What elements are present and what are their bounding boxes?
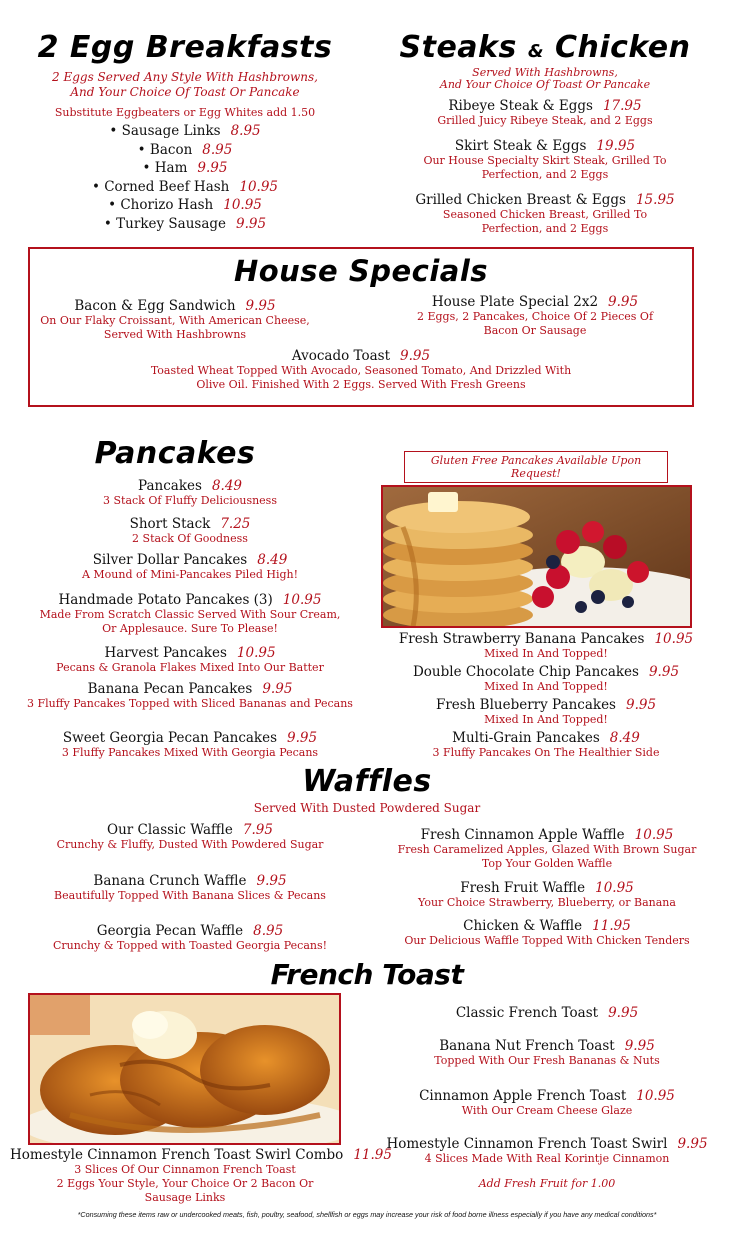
pancake-stack-photo [381, 485, 692, 628]
pancake-item [381, 730, 711, 760]
house-item [40, 298, 310, 342]
item-price: 9.95 [624, 1038, 655, 1054]
item-name: Fresh Cinnamon Apple Waffle [420, 827, 625, 843]
item-name: Banana Nut French Toast [439, 1038, 615, 1054]
item-desc: Bacon Or Sausage [483, 324, 587, 337]
item-desc: Crunchy & Topped with Toasted Georgia Pecans! [52, 939, 328, 952]
item-name: Fresh Blueberry Pancakes [435, 697, 616, 713]
item-price: 15.95 [635, 192, 675, 208]
item-price: 8.49 [609, 730, 640, 746]
item-desc: Seasoned Chicken Breast, Grilled To [442, 208, 648, 221]
item-price: 9.95 [236, 215, 267, 232]
pancakes-title: Pancakes [94, 436, 256, 471]
item-name: Bacon & Egg Sandwich [74, 298, 236, 314]
pancake-item [381, 697, 711, 727]
item-price: 8.95 [253, 923, 284, 939]
item-price: 8.95 [230, 123, 261, 139]
french-toast-item [372, 1005, 722, 1021]
menu-item [20, 142, 350, 161]
french-toast-title: French Toast [270, 958, 464, 991]
waffle-item [20, 822, 360, 852]
item-price: 7.95 [242, 822, 273, 838]
item-name: • Bacon [137, 141, 193, 158]
item-desc: 2 Eggs Your Style, Your Choice Or 2 Bacon Or [56, 1177, 314, 1190]
item-desc: Served With Hashbrowns [103, 328, 247, 341]
waffle-item [372, 918, 722, 948]
item-desc: Mixed In And Topped! [484, 680, 608, 693]
waffle-item [20, 873, 360, 903]
pancake-item [381, 631, 711, 661]
item-price: 9.95 [262, 681, 293, 697]
item-price: 9.95 [256, 873, 287, 889]
item-name: Short Stack [129, 516, 211, 532]
steaks-subtitle-1: Served With Hashbrowns, [472, 66, 618, 79]
gluten-free-note: Gluten Free Pancakes Available Upon Request! [404, 451, 668, 483]
item-name: Sweet Georgia Pecan Pancakes [62, 730, 278, 746]
item-name: Cinnamon Apple French Toast [419, 1088, 627, 1104]
french-toast-combo [10, 1147, 392, 1205]
pancake-item [20, 592, 360, 636]
egg-breakfasts-subtitle-1: 2 Eggs Served Any Style With Hashbrowns, [52, 70, 318, 84]
item-name: Harvest Pancakes [104, 645, 227, 661]
menu-item [20, 123, 350, 142]
item-desc: Fresh Caramelized Apples, Glazed With Brown Sugar [397, 843, 697, 856]
item-desc: 3 Stack Of Fluffy Deliciousness [103, 494, 277, 507]
item-price: 17.95 [602, 98, 642, 114]
waffles-title: Waffles [302, 764, 432, 799]
item-name: • Corned Beef Hash [91, 178, 230, 195]
item-desc: Perfection, and 2 Eggs [481, 168, 609, 181]
item-name: Chicken & Waffle [463, 918, 583, 934]
item-price: 10.95 [654, 631, 694, 647]
french-toast-item [372, 1088, 722, 1118]
waffle-item [20, 923, 360, 953]
house-item [28, 348, 694, 392]
item-price: 9.95 [608, 294, 639, 310]
house-specials-title: House Specials [233, 254, 489, 288]
item-name: Handmade Potato Pancakes (3) [58, 592, 273, 608]
item-price: 10.95 [223, 197, 262, 213]
waffles-subtitle: Served With Dusted Powdered Sugar [253, 801, 481, 815]
item-price: 8.49 [257, 552, 288, 568]
item-price: 19.95 [596, 138, 636, 154]
item-desc: Olive Oil. Finished With 2 Eggs. Served With Fresh Greens [196, 378, 526, 391]
item-desc: Sausage Links [144, 1191, 226, 1204]
pancake-item [20, 645, 360, 675]
item-price: 10.95 [236, 645, 276, 661]
item-name: Our Classic Waffle [107, 822, 233, 838]
item-price: 9.95 [608, 1005, 639, 1021]
item-desc: Our Delicious Waffle Topped With Chicken Tenders [404, 934, 690, 947]
pancake-item [381, 664, 711, 694]
item-desc: Crunchy & Fluffy, Dusted With Powdered Sugar [56, 838, 324, 851]
item-desc: 3 Fluffy Pancakes Topped with Sliced Bananas and Pecans [27, 697, 353, 710]
item-price: 9.95 [400, 348, 431, 364]
item-desc: 3 Fluffy Pancakes On The Healthier Side [432, 746, 660, 759]
item-name: Multi-Grain Pancakes [452, 730, 600, 746]
item-desc: Your Choice Strawberry, Blueberry, or Banana [418, 896, 676, 909]
item-name: Fresh Strawberry Banana Pancakes [398, 631, 645, 647]
pancake-item [20, 681, 360, 711]
item-price: 10.95 [636, 1088, 675, 1104]
item-desc: Pecans & Granola Flakes Mixed Into Our Batter [56, 661, 324, 674]
item-desc: Or Applesauce. Sure To Please! [102, 622, 278, 635]
item-desc: Made From Scratch Classic Served With Sour Cream, [39, 608, 341, 621]
add-fruit-note: Add Fresh Fruit for 1.00 [478, 1177, 616, 1190]
item-desc: 4 Slices Made With Real Korintje Cinnamon [424, 1152, 670, 1165]
egg-substitute-note: Substitute Eggbeaters or Egg Whites add 1.50 [54, 106, 316, 119]
item-price: 10.95 [634, 827, 674, 843]
item-name: Georgia Pecan Waffle [96, 923, 244, 939]
title-ampersand: & [527, 41, 545, 62]
item-desc: With Our Cream Cheese Glaze [461, 1104, 633, 1117]
item-desc: 2 Stack Of Goodness [132, 532, 248, 545]
steak-item [380, 138, 710, 182]
item-price: 9.95 [625, 697, 657, 713]
item-name: Homestyle Cinnamon French Toast Swirl [386, 1136, 668, 1152]
steak-item [380, 192, 710, 236]
item-price: 8.49 [211, 478, 242, 494]
food-safety-disclaimer: *Consuming these items raw or undercooked meats, fish, poultry, seafood, shellfish or eggs may increase your risk of food borne illness especially if you have any medical conditions* [77, 1210, 657, 1219]
menu-item [20, 216, 350, 235]
item-price: 10.95 [595, 880, 634, 896]
item-name: Banana Crunch Waffle [93, 873, 247, 889]
item-desc: Mixed In And Topped! [484, 647, 608, 660]
item-name: • Ham [142, 160, 188, 176]
item-name: Silver Dollar Pancakes [92, 552, 248, 568]
item-name: House Plate Special 2x2 [431, 294, 599, 310]
item-desc: Perfection, and 2 Eggs [481, 222, 609, 235]
item-price: 9.95 [677, 1136, 708, 1152]
menu-item [20, 179, 350, 198]
item-price: 11.95 [592, 918, 631, 934]
item-desc: Beautifully Topped With Banana Slices & Pecans [54, 889, 326, 902]
item-price: 9.95 [287, 730, 318, 746]
item-desc: Mixed In And Topped! [484, 713, 608, 726]
item-name: Classic French Toast [455, 1005, 599, 1021]
item-name: • Sausage Links [109, 123, 221, 139]
steak-item [380, 98, 710, 128]
egg-breakfast-list [20, 123, 350, 234]
item-name: Skirt Steak & Eggs [454, 138, 587, 154]
steaks-subtitle-2: And Your Choice Of Toast Or Pancake [439, 78, 651, 91]
item-price: 10.95 [282, 592, 322, 608]
item-desc: 2 Eggs, 2 Pancakes, Choice Of 2 Pieces Of [416, 310, 654, 323]
pancake-item [20, 552, 360, 582]
item-name: Fresh Fruit Waffle [460, 880, 586, 896]
item-name: • Chorizo Hash [108, 197, 214, 213]
item-name: • Turkey Sausage [103, 215, 227, 232]
item-price: 10.95 [239, 178, 279, 195]
item-name: Ribeye Steak & Eggs [448, 98, 593, 114]
item-desc: Grilled Juicy Ribeye Steak, and 2 Eggs [437, 114, 653, 127]
item-price: 7.25 [220, 516, 251, 532]
waffle-item [372, 827, 722, 871]
item-desc: 3 Slices Of Our Cinnamon French Toast [74, 1163, 296, 1176]
item-price: 11.95 [353, 1147, 392, 1163]
item-desc: Our House Specialty Skirt Steak, Grilled To [423, 154, 667, 167]
pancake-item [20, 730, 360, 760]
item-name: Avocado Toast [291, 348, 391, 364]
title-part: Chicken [554, 30, 691, 65]
item-desc: Toasted Wheat Topped With Avocado, Seasoned Tomato, And Drizzled With [150, 364, 572, 377]
item-price: 8.95 [202, 141, 233, 158]
item-desc: On Our Flaky Croissant, With American Cheese, [40, 314, 310, 327]
item-name: Grilled Chicken Breast & Eggs [415, 192, 626, 208]
menu-item [20, 197, 350, 216]
egg-breakfasts-title: 2 Egg Breakfasts [37, 30, 333, 65]
egg-breakfasts-subtitle-2: And Your Choice Of Toast Or Pancake [70, 85, 300, 99]
steaks-chicken-title [380, 30, 710, 65]
pancake-illustration [383, 487, 692, 628]
item-price: 9.95 [197, 160, 228, 176]
waffle-item [372, 880, 722, 910]
item-name: Homestyle Cinnamon French Toast Swirl Combo [10, 1147, 344, 1163]
item-name: Double Chocolate Chip Pancakes [412, 664, 639, 680]
french-toast-item [372, 1038, 722, 1068]
item-desc: 3 Fluffy Pancakes Mixed With Georgia Pecans [61, 746, 319, 759]
item-desc: Top Your Golden Waffle [481, 857, 613, 870]
pancake-item [20, 516, 360, 546]
item-price: 9.95 [648, 664, 680, 680]
french-toast-illustration [30, 995, 341, 1145]
item-desc: Topped With Our Fresh Bananas & Nuts [434, 1054, 660, 1067]
title-part: Steaks [399, 30, 517, 65]
item-name: Pancakes [138, 478, 202, 494]
french-toast-photo [28, 993, 341, 1145]
house-item [400, 294, 670, 338]
french-toast-item [372, 1136, 722, 1166]
item-name: Banana Pecan Pancakes [87, 681, 253, 697]
pancake-item [20, 478, 360, 508]
item-price: 9.95 [245, 298, 276, 314]
item-desc: A Mound of Mini-Pancakes Piled High! [81, 568, 299, 581]
menu-item [20, 160, 350, 179]
